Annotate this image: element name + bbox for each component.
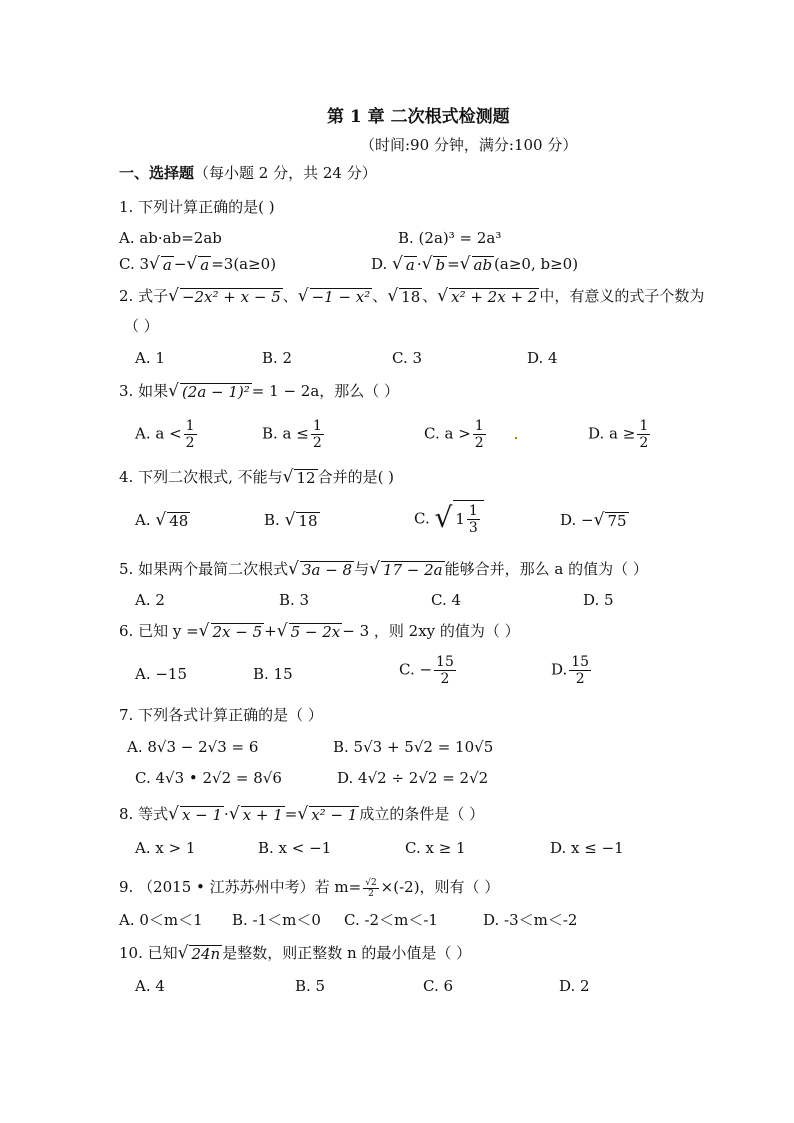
q8-prefix: 8. 等式 xyxy=(119,805,169,823)
question-9-option-b: B. -1＜m＜0 xyxy=(232,911,321,929)
sqrt-square-expr: √ (2a − 1)² xyxy=(168,381,250,401)
sqrt-expr-2: √ −1 − x² xyxy=(297,286,371,306)
option-d-label: D. xyxy=(551,660,568,679)
q4-suffix: 合并的是( ) xyxy=(317,468,395,486)
question-10-option-d: D. 2 xyxy=(559,977,590,995)
separator: 、 xyxy=(372,287,388,305)
question-7-option-d: D. 4√2 ÷ 2√2 = 2√2 xyxy=(337,769,489,787)
question-3-stem xyxy=(119,381,399,401)
sqrt-x-squared-minus-1: √ x² − 1 xyxy=(297,804,358,824)
question-5-stem xyxy=(119,559,648,579)
sqrt-24n: √ 24n xyxy=(177,943,221,963)
q9-prefix: 9. （2015 • 江苏苏州中考）若 m= xyxy=(119,878,362,896)
question-9-option-a: A. 0＜m＜1 xyxy=(119,911,203,929)
sqrt-2x-minus-5: √ 2x − 5 xyxy=(198,621,263,641)
sqrt-17-minus-2a: √ 17 − 2a xyxy=(369,559,443,579)
question-4-stem xyxy=(119,467,394,487)
section-label: 一、选择题 xyxy=(119,164,195,182)
fraction-one-third: $\frac{1}{3}$ xyxy=(468,502,478,536)
q9-suffix: ×(-2)，则有（ ） xyxy=(380,878,500,896)
question-5-option-b: B. 3 xyxy=(279,591,310,609)
question-3-option-a xyxy=(135,418,199,451)
question-1-stem: 1. 下列计算正确的是( ) xyxy=(119,198,275,216)
fraction-one-half: $\frac{1}{2}$ xyxy=(312,418,322,451)
fraction-sqrt2-over-2: $\frac{√2}{2}$ xyxy=(365,877,377,899)
q8-suffix: 成立的条件是（ ） xyxy=(359,805,485,823)
question-5-option-d: D. 5 xyxy=(583,591,614,609)
question-1-option-a: A. ab·ab=2ab xyxy=(119,229,222,247)
question-10-stem xyxy=(119,943,471,963)
q6-prefix: 6. 已知 y = xyxy=(119,622,199,640)
question-10-option-a: A. 4 xyxy=(135,977,165,995)
question-3-option-d xyxy=(588,418,652,451)
separator: 、 xyxy=(422,287,438,305)
minus-sign: − xyxy=(173,255,187,273)
question-5-option-c: C. 4 xyxy=(431,591,462,609)
q10-suffix: 是整数，则正整数 n 的最小值是（ ） xyxy=(222,944,472,962)
sqrt-x-minus-1: √ x − 1 xyxy=(168,804,223,824)
question-1-option-c xyxy=(119,254,276,274)
fraction-15-over-2: $\frac{15}{2}$ xyxy=(571,654,590,687)
question-7-stem: 7. 下列各式计算正确的是（ ） xyxy=(119,706,323,724)
option-d-prefix: D. xyxy=(371,255,388,273)
q3-suffix: = 1 − 2a，那么（ ） xyxy=(251,382,400,400)
sqrt-48: √ 48 xyxy=(155,510,189,530)
question-5-option-a: A. 2 xyxy=(135,591,165,609)
equals-sign: = xyxy=(284,805,298,823)
q10-prefix: 10. 已知 xyxy=(119,944,178,962)
section-heading xyxy=(119,162,377,183)
question-4-option-a xyxy=(135,510,190,530)
q4-prefix: 4. 下列二次根式, 不能与 xyxy=(119,468,283,486)
question-1-option-d xyxy=(371,254,578,274)
separator: 、 xyxy=(282,287,298,305)
sqrt-a: √ a xyxy=(149,254,172,274)
sqrt-expr-4: √ x² + 2x + 2 xyxy=(437,286,538,306)
question-3-option-b xyxy=(262,418,326,451)
section-note: （每小题 2 分，共 24 分） xyxy=(194,164,377,182)
sqrt-a: √ a xyxy=(392,254,415,274)
option-d-label: D. a ≥ xyxy=(588,424,636,443)
conjunction: 与 xyxy=(354,560,370,578)
question-8-option-d: D. x ≤ −1 xyxy=(550,839,624,857)
question-2-option-c: C. 3 xyxy=(392,349,423,367)
option-b-label: B. a ≤ xyxy=(262,424,309,443)
option-c-label: C. − xyxy=(399,660,433,679)
question-1-option-b: B. (2a)³ = 2a³ xyxy=(398,229,502,247)
sqrt-18: √ 18 xyxy=(387,286,421,306)
question-7-option-b: B. 5√3 + 5√2 = 10√5 xyxy=(333,738,494,756)
option-d-label: D. − xyxy=(560,511,594,529)
fraction-one-half: $\frac{1}{2}$ xyxy=(185,418,195,451)
dot-operator: · xyxy=(224,805,229,823)
sqrt-75: √ 75 xyxy=(593,510,627,530)
question-9-option-d: D. -3＜m＜-2 xyxy=(483,911,578,929)
option-c-prefix: C. 3 xyxy=(119,255,150,273)
sqrt-3a-minus-8: √ 3a − 8 xyxy=(288,559,353,579)
stray-dot xyxy=(515,437,517,439)
option-d-suffix: (a≥0, b≥0) xyxy=(494,255,579,273)
sqrt-ab: √ ab xyxy=(459,254,493,274)
question-6-option-b: B. 15 xyxy=(253,665,293,683)
page-title: 第 1 章 二次根式检测题 xyxy=(327,107,510,127)
question-6-stem xyxy=(119,621,520,641)
option-c-label: C. a > xyxy=(424,424,471,443)
option-a-label: A. a < xyxy=(135,424,182,443)
sqrt-mixed-number: √ 1 $\frac{1}{3}$ xyxy=(435,500,484,537)
question-8-stem xyxy=(119,804,484,824)
q2-prefix: 2. 式子 xyxy=(119,287,169,305)
sqrt-b: √ b xyxy=(421,254,446,274)
option-c-suffix: =3(a≥0) xyxy=(211,255,277,273)
question-8-option-a: A. x > 1 xyxy=(135,839,196,857)
q6-suffix: − 3 ，则 2xy 的值为（ ） xyxy=(342,622,520,640)
fraction-one-half: $\frac{1}{2}$ xyxy=(639,418,649,451)
sqrt-12: √ 12 xyxy=(282,467,316,487)
equals-sign: = xyxy=(447,255,460,273)
sqrt-5-minus-2x: √ 5 − 2x xyxy=(276,621,341,641)
option-a-label: A. xyxy=(135,511,151,529)
q5-prefix: 5. 如果两个最简二次根式 xyxy=(119,560,289,578)
q2-suffix: 中，有意义的式子个数为 xyxy=(539,287,705,305)
exam-info: （时间:90 分钟，满分:100 分） xyxy=(360,136,578,154)
question-8-option-b: B. x < −1 xyxy=(258,839,332,857)
plus-sign: + xyxy=(264,622,277,640)
sqrt-expr-1: √ −2x² + x − 5 xyxy=(168,286,281,306)
question-7-option-c: C. 4√3 • 2√2 = 8√6 xyxy=(135,769,282,787)
question-6-option-d xyxy=(551,654,593,687)
question-9-stem xyxy=(119,877,499,899)
question-10-option-c: C. 6 xyxy=(423,977,454,995)
question-2-option-d: D. 4 xyxy=(527,349,558,367)
question-7-option-a: A. 8√3 − 2√3 = 6 xyxy=(127,738,259,756)
q5-suffix: 能够合并，那么 a 的值为（ ） xyxy=(444,560,648,578)
option-b-label: B. xyxy=(264,511,280,529)
question-4-option-c xyxy=(414,500,484,537)
question-6-option-a: A. −15 xyxy=(135,665,188,683)
fraction-one-half: $\frac{1}{2}$ xyxy=(474,418,484,451)
question-8-option-c: C. x ≥ 1 xyxy=(405,839,466,857)
q3-prefix: 3. 如果 xyxy=(119,382,169,400)
sqrt-a: √ a xyxy=(186,254,210,274)
question-2-stem xyxy=(119,286,704,306)
question-9-option-c: C. -2＜m＜-1 xyxy=(344,911,438,929)
question-2-option-a: A. 1 xyxy=(135,349,165,367)
question-4-option-b xyxy=(264,510,320,530)
question-2-option-b: B. 2 xyxy=(262,349,293,367)
question-4-option-d xyxy=(560,510,629,530)
fraction-15-over-2: $\frac{15}{2}$ xyxy=(436,654,454,687)
question-3-option-c xyxy=(424,418,488,451)
dot-operator: · xyxy=(416,255,422,273)
question-6-option-c xyxy=(399,654,458,687)
sqrt-18: √ 18 xyxy=(284,510,318,530)
question-10-option-b: B. 5 xyxy=(295,977,326,995)
option-c-label: C. xyxy=(414,509,430,528)
sqrt-x-plus-1: √ x + 1 xyxy=(228,804,283,824)
answer-paren: （ ） xyxy=(124,317,159,335)
